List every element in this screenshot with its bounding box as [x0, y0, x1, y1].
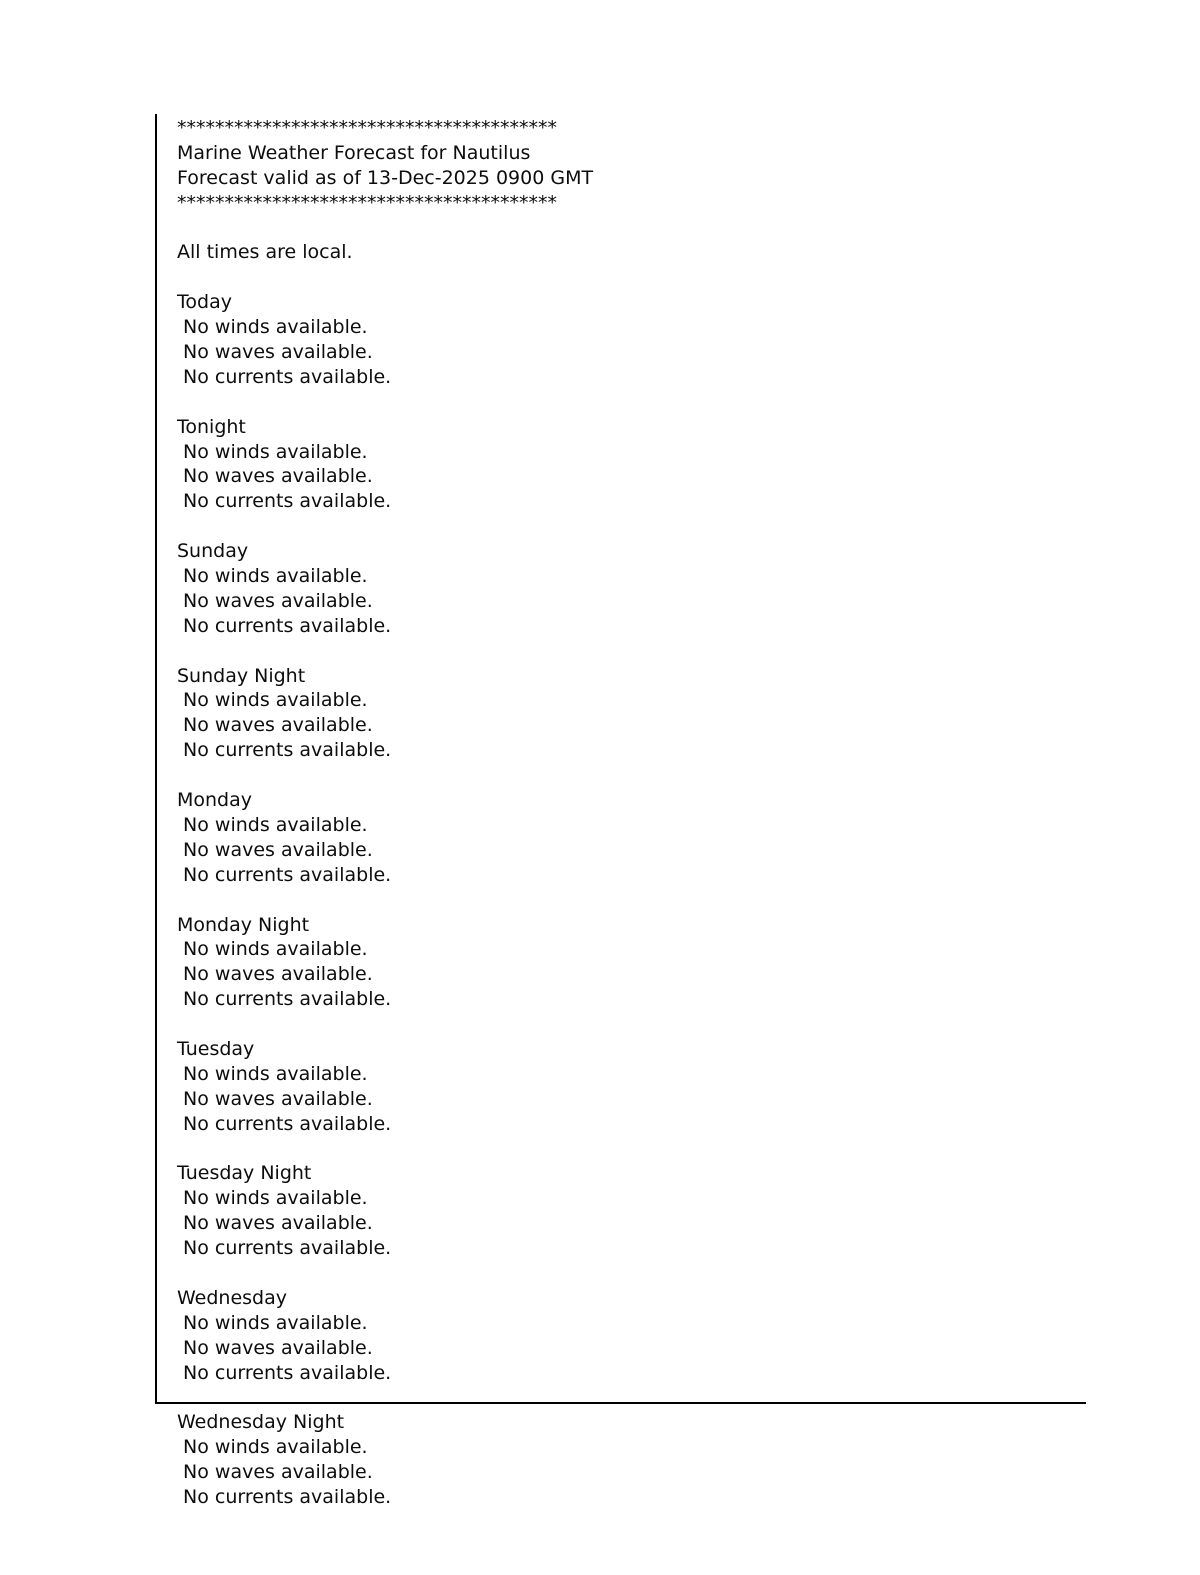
- frame-left-border: [155, 114, 157, 1404]
- marine-forecast-report: [177, 116, 593, 1510]
- section-heading: Tonight: [177, 415, 246, 438]
- forecast-line: No winds available.: [177, 1187, 368, 1210]
- section-heading: Sunday: [177, 540, 249, 563]
- section-heading: Wednesday Night: [177, 1411, 345, 1434]
- blank-line: [177, 888, 593, 913]
- forecast-section-monday: [177, 788, 593, 912]
- forecast-line: No waves available.: [177, 1087, 373, 1110]
- forecast-line: No waves available.: [177, 341, 373, 364]
- forecast-line: No waves available.: [177, 714, 373, 737]
- blank-line: [177, 390, 593, 415]
- forecast-line: No waves available.: [177, 1212, 373, 1235]
- forecast-section-wednesday: [177, 1286, 593, 1410]
- forecast-line: No winds available.: [177, 316, 368, 339]
- blank-line: [177, 216, 593, 241]
- forecast-line: No winds available.: [177, 813, 368, 836]
- separator-row: ****************************************: [177, 117, 557, 139]
- report-valid-line: Forecast valid as of 13-Dec-2025 0900 GMT: [177, 166, 594, 189]
- forecast-line: No currents available.: [177, 1237, 392, 1260]
- forecast-line: No currents available.: [177, 863, 392, 886]
- forecast-line: No winds available.: [177, 938, 368, 961]
- blank-line: [177, 1137, 593, 1162]
- forecast-line: No currents available.: [177, 490, 392, 513]
- blank-line: [177, 763, 593, 788]
- section-heading: Today: [177, 291, 232, 314]
- section-heading: Monday: [177, 789, 253, 812]
- forecast-section-wednesday-night: [177, 1410, 593, 1510]
- forecast-line: No currents available.: [177, 1112, 392, 1135]
- forecast-line: No waves available.: [177, 963, 373, 986]
- forecast-line: No waves available.: [177, 589, 373, 612]
- forecast-line: No winds available.: [177, 1311, 368, 1334]
- section-heading: Wednesday: [177, 1286, 288, 1309]
- forecast-line: No currents available.: [177, 988, 392, 1011]
- blank-line: [177, 1012, 593, 1037]
- blank-line: [177, 639, 593, 664]
- forecast-line: No currents available.: [177, 739, 392, 762]
- forecast-section-monday-night: [177, 913, 593, 1037]
- forecast-line: No waves available.: [177, 465, 373, 488]
- separator-row: ****************************************: [177, 191, 557, 214]
- forecast-line: No waves available.: [177, 838, 373, 861]
- forecast-line: No winds available.: [177, 1436, 368, 1459]
- forecast-section-tuesday-night: [177, 1161, 593, 1285]
- blank-line: [177, 514, 593, 539]
- forecast-line: No currents available.: [177, 1485, 392, 1508]
- blank-line: [177, 265, 593, 290]
- forecast-line: No currents available.: [177, 614, 392, 637]
- forecast-line: No currents available.: [177, 1361, 392, 1384]
- report-title: Marine Weather Forecast for Nautilus: [177, 141, 531, 164]
- blank-line: [177, 1261, 593, 1286]
- forecast-section-sunday: [177, 539, 593, 663]
- forecast-section-tonight: [177, 415, 593, 539]
- forecast-section-today: [177, 290, 593, 414]
- forecast-line: No winds available.: [177, 565, 368, 588]
- forecast-line: No winds available.: [177, 1062, 368, 1085]
- section-heading: Monday Night: [177, 913, 310, 936]
- forecast-line: No waves available.: [177, 1336, 373, 1359]
- times-note: All times are local.: [177, 241, 353, 264]
- forecast-line: No winds available.: [177, 440, 368, 463]
- forecast-section-sunday-night: [177, 664, 593, 788]
- forecast-line: No winds available.: [177, 689, 368, 712]
- section-heading: Sunday Night: [177, 664, 306, 687]
- blank-line: [177, 1385, 593, 1410]
- forecast-section-tuesday: [177, 1037, 593, 1161]
- forecast-line: No currents available.: [177, 365, 392, 388]
- section-heading: Tuesday Night: [177, 1162, 312, 1185]
- forecast-line: No waves available.: [177, 1461, 373, 1484]
- section-heading: Tuesday: [177, 1037, 255, 1060]
